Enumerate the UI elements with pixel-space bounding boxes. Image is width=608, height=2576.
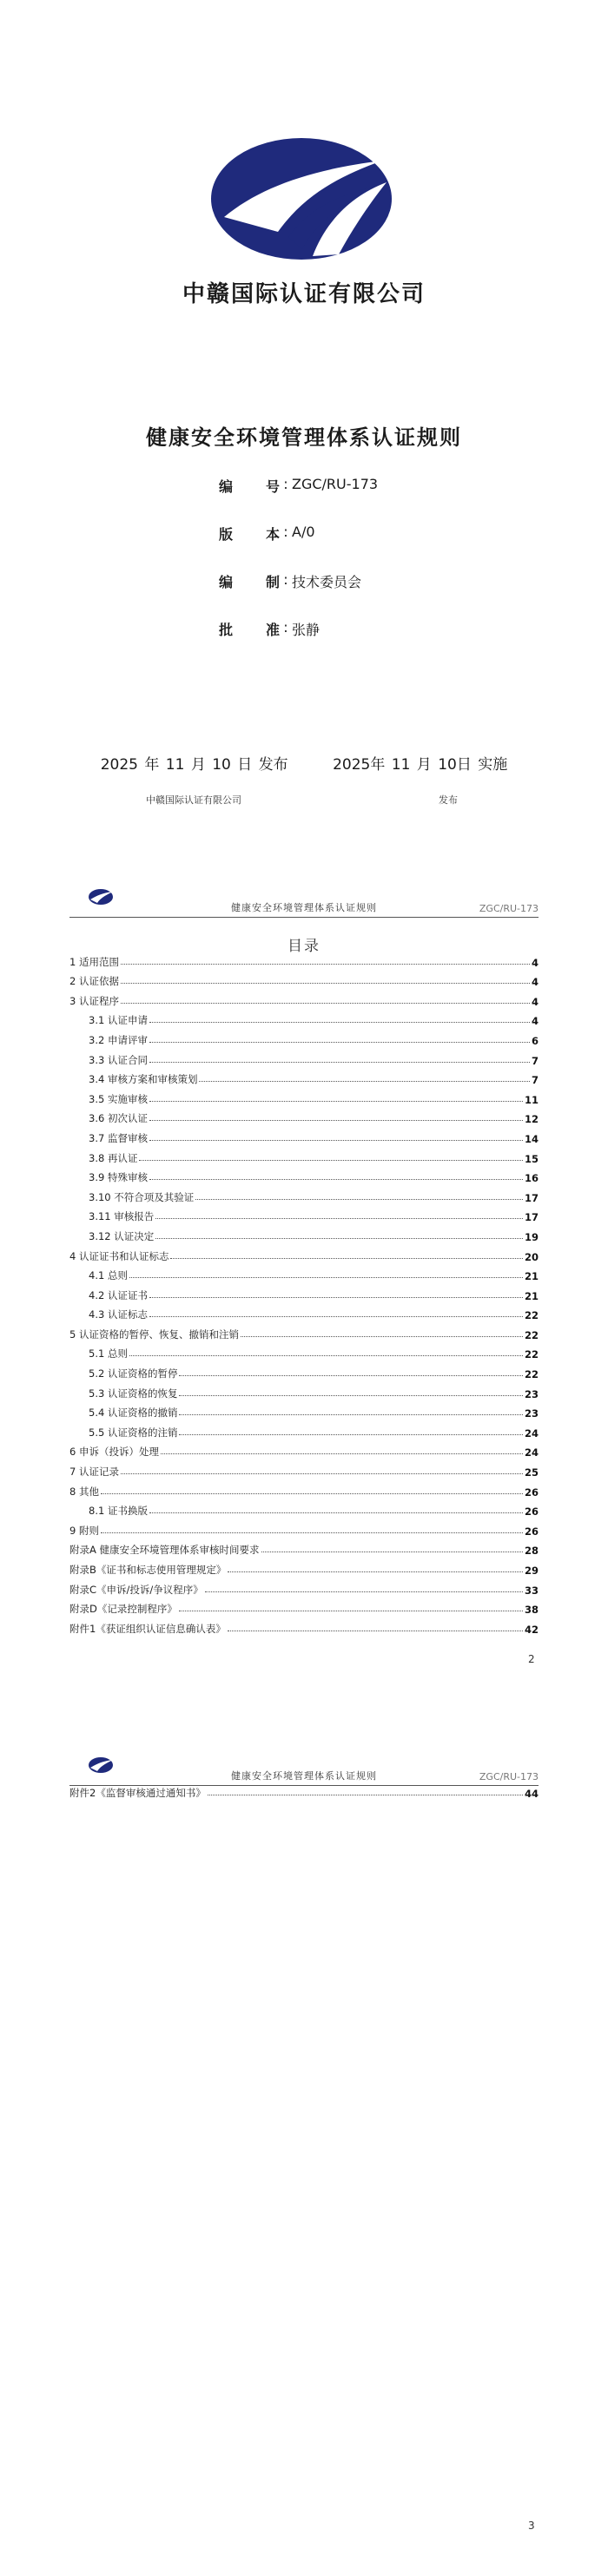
release-dates [0,752,608,774]
toc-entry-page: 24 [524,1426,539,1440]
toc-entry-title: 8 其他 [69,1485,99,1498]
toc-entry-title: 8.1 证书换版 [89,1505,148,1518]
toc-entry-page: 24 [524,1446,539,1459]
toc-leader-dots [129,1355,523,1356]
toc-leader-dots [149,1316,523,1317]
page-number: 2 [528,1653,535,1665]
toc-entry[interactable] [69,1125,539,1145]
toc-entry-title: 5.3 认证资格的恢复 [89,1387,178,1400]
toc-leader-dots [170,1258,523,1259]
toc-entry-page: 23 [524,1387,539,1400]
toc-entry-title: 附件2《监督审核通过通知书》 [69,1786,206,1799]
toc-entry-page: 21 [524,1270,539,1283]
toc-leader-dots [121,1473,523,1474]
toc-leader-dots [149,1101,523,1102]
toc-entry-page: 6 [531,1034,539,1047]
toc-entry[interactable] [69,1597,539,1617]
toc-entry-page: 33 [524,1584,539,1597]
header-title: 健康安全环境管理体系认证规则 [231,1770,377,1782]
toc-leader-dots [101,1493,523,1494]
toc-leader-dots [149,1062,530,1063]
toc-entry-title: 3.4 审核方案和审核策划 [89,1073,198,1086]
meta-value: A/0 [292,524,315,540]
toc-entry-page: 25 [524,1466,539,1479]
toc-entry-title: 3.11 审核报告 [89,1210,155,1223]
toc-entry-page: 20 [524,1250,539,1263]
toc-entry[interactable] [69,1341,539,1361]
toc-entry[interactable] [69,1204,539,1224]
toc-entry[interactable] [69,1165,539,1185]
toc-entry-title: 3.8 再认证 [89,1151,138,1164]
toc-entry-page: 17 [524,1191,539,1204]
toc-entry-page: 7 [531,1074,539,1087]
toc-entry[interactable] [69,949,539,969]
toc-entry[interactable] [69,1557,539,1577]
toc-entry-title: 附录B《证书和标志使用管理规定》 [69,1564,227,1576]
toc-entry[interactable] [69,1106,539,1126]
page-header [69,886,539,918]
toc-entry-page: 11 [524,1093,539,1106]
header-title: 健康安全环境管理体系认证规则 [231,902,377,913]
toc-entry-page: 26 [524,1505,539,1519]
table-of-contents-continued [69,1780,539,1800]
toc-leader-dots [161,1453,523,1454]
toc-leader-dots [101,1532,523,1533]
toc-entry-page: 23 [524,1407,539,1420]
toc-entry-title: 6 申诉（投诉）处理 [69,1446,159,1459]
toc-leader-dots [241,1336,523,1337]
toc-leader-dots [121,983,530,984]
meta-label: 批 准 [219,622,280,638]
toc-entry-page: 15 [524,1152,539,1165]
toc-entry[interactable] [69,1047,539,1067]
toc-entry-page: 38 [524,1604,539,1617]
toc-leader-dots [149,1042,530,1043]
toc-entry[interactable] [69,969,539,989]
header-code: ZGC/RU-173 [479,903,539,914]
toc-entry[interactable] [69,1440,539,1459]
toc-entry-title: 5.1 总则 [89,1347,128,1360]
toc-entry[interactable] [69,1360,539,1380]
toc-leader-dots [129,1277,523,1278]
document-title: 健康安全环境管理体系认证规则 [146,425,462,450]
toc-entry[interactable] [69,1420,539,1440]
effective-date: 2025年 11 月 10日 实施 [333,756,508,774]
toc-entry[interactable] [69,1145,539,1165]
toc-entry-title: 5 认证资格的暂停、恢复、撤销和注销 [69,1328,239,1341]
toc-leader-dots [228,1571,523,1572]
toc-entry[interactable] [69,1380,539,1400]
toc-leader-dots [149,1022,530,1023]
toc-heading: 目录 [287,938,321,955]
toc-entry[interactable] [69,1616,539,1636]
toc-leader-dots [179,1414,523,1415]
toc-entry-title: 3 认证程序 [69,994,119,1007]
toc-entry[interactable] [69,1780,539,1800]
toc-entry[interactable] [69,1577,539,1597]
toc-entry-title: 3.1 认证申请 [89,1014,148,1027]
toc-entry[interactable] [69,1223,539,1243]
toc-entry[interactable] [69,1518,539,1538]
toc-entry-title: 3.3 认证合同 [89,1053,148,1066]
toc-leader-dots [199,1081,530,1082]
toc-leader-dots [195,1199,523,1200]
toc-entry-title: 3.2 申请评审 [89,1033,148,1046]
toc-entry-page: 19 [524,1230,539,1243]
meta-value: 技术委员会 [292,574,362,590]
toc-entry-page: 22 [524,1348,539,1361]
toc-entry-page: 4 [531,1015,539,1028]
meta-row-number: 编 号 : ZGC/RU-173 [219,476,379,495]
header-code: ZGC/RU-173 [479,1771,539,1782]
toc-entry-page: 42 [524,1623,539,1636]
toc-entry[interactable] [69,1538,539,1558]
meta-row-compiled: 编 制 : 技术委员会 [219,571,362,590]
toc-entry-page: 22 [524,1309,539,1322]
toc-entry-title: 附录C《申诉/投诉/争议程序》 [69,1583,203,1596]
toc-entry-page: 28 [524,1545,539,1558]
company-logo [208,135,395,263]
toc-entry-title: 附录A 健康安全环境管理体系审核时间要求 [69,1544,260,1557]
toc-entry[interactable] [69,1067,539,1087]
table-of-contents [69,949,539,1636]
toc-entry[interactable] [69,1479,539,1499]
toc-entry-page: 7 [531,1054,539,1067]
footer-release: 发布 [439,794,458,806]
meta-value: 张静 [292,622,321,638]
toc-entry-page: 29 [524,1565,539,1577]
toc-entry-title: 3.10 不符合项及其验证 [89,1190,195,1203]
toc-entry-title: 4.1 总则 [89,1269,128,1282]
toc-entry-page: 26 [524,1525,539,1538]
toc-entry-page: 4 [531,995,539,1008]
toc-leader-dots [149,1512,523,1513]
toc-entry-title: 3.5 实施审核 [89,1092,148,1105]
toc-leader-dots [155,1218,523,1219]
toc-entry-page: 4 [531,976,539,989]
toc-entry[interactable] [69,1086,539,1106]
meta-label: 编 制 [219,574,280,590]
company-name: 中赣国际认证有限公司 [182,281,426,307]
toc-entry-page: 4 [531,956,539,969]
toc-entry-title: 9 附则 [69,1524,99,1537]
toc-entry-title: 附录D《记录控制程序》 [69,1603,177,1616]
toc-leader-dots [205,1591,523,1592]
toc-entry-page: 21 [524,1289,539,1302]
toc-entry[interactable] [69,1282,539,1302]
toc-entry[interactable] [69,1008,539,1028]
toc-entry-title: 3.6 初次认证 [89,1112,148,1125]
toc-entry-page: 14 [524,1132,539,1145]
toc-entry-page: 12 [524,1113,539,1126]
toc-entry-title: 7 认证记录 [69,1466,119,1479]
toc-leader-dots [149,1297,523,1298]
toc-leader-dots [139,1160,523,1161]
meta-label: 编 号 [219,478,280,495]
toc-entry[interactable] [69,1400,539,1420]
toc-entry-title: 4.3 认证标志 [89,1308,148,1321]
toc-leader-dots [149,1179,523,1180]
toc-entry-title: 3.12 认证决定 [89,1229,155,1242]
toc-leader-dots [149,1140,523,1141]
toc-entry[interactable] [69,1027,539,1047]
toc-entry-title: 附件1《获证组织认证信息确认表》 [69,1622,226,1635]
toc-leader-dots [121,1003,530,1004]
toc-entry[interactable] [69,1184,539,1204]
toc-entry-title: 5.2 认证资格的暂停 [89,1367,178,1380]
toc-entry[interactable] [69,1499,539,1519]
toc-entry[interactable] [69,988,539,1008]
toc-entry-title: 5.5 认证资格的注销 [89,1426,178,1439]
toc-entry[interactable] [69,1263,539,1283]
toc-leader-dots [179,1434,523,1435]
toc-entry[interactable] [69,1243,539,1263]
page-number: 3 [528,2520,535,2532]
meta-row-approved: 批 准 : 张静 [219,619,321,638]
toc-leader-dots [179,1395,523,1396]
toc-entry-title: 3.7 监督审核 [89,1131,148,1144]
toc-entry-title: 4 认证证书和认证标志 [69,1249,169,1262]
toc-leader-dots [121,964,530,965]
meta-row-version: 版 本 : A/0 [219,524,315,543]
meta-label: 版 本 [219,526,280,543]
toc-entry-title: 5.4 认证资格的撤销 [89,1407,178,1420]
toc-leader-dots [179,1375,523,1376]
toc-entry-page: 22 [524,1328,539,1341]
toc-leader-dots [155,1238,523,1239]
toc-entry[interactable] [69,1302,539,1322]
toc-entry-page: 44 [524,1787,539,1800]
toc-entry-title: 4.2 认证证书 [89,1288,148,1301]
toc-entry[interactable] [69,1459,539,1479]
toc-entry-page: 17 [524,1211,539,1224]
footer-company: 中赣国际认证有限公司 [146,794,241,806]
toc-entry-page: 16 [524,1172,539,1185]
toc-entry[interactable] [69,1321,539,1341]
toc-entry-title: 1 适用范围 [69,955,119,968]
toc-entry-title: 2 认证依据 [69,975,119,988]
toc-leader-dots [149,1120,523,1121]
toc-entry-page: 26 [524,1486,539,1499]
meta-value: ZGC/RU-173 [292,476,379,492]
toc-entry-page: 22 [524,1368,539,1381]
toc-entry-title: 3.9 特殊审核 [89,1171,148,1184]
release-date: 2025 年 11 月 10 日 发布 [100,756,288,774]
